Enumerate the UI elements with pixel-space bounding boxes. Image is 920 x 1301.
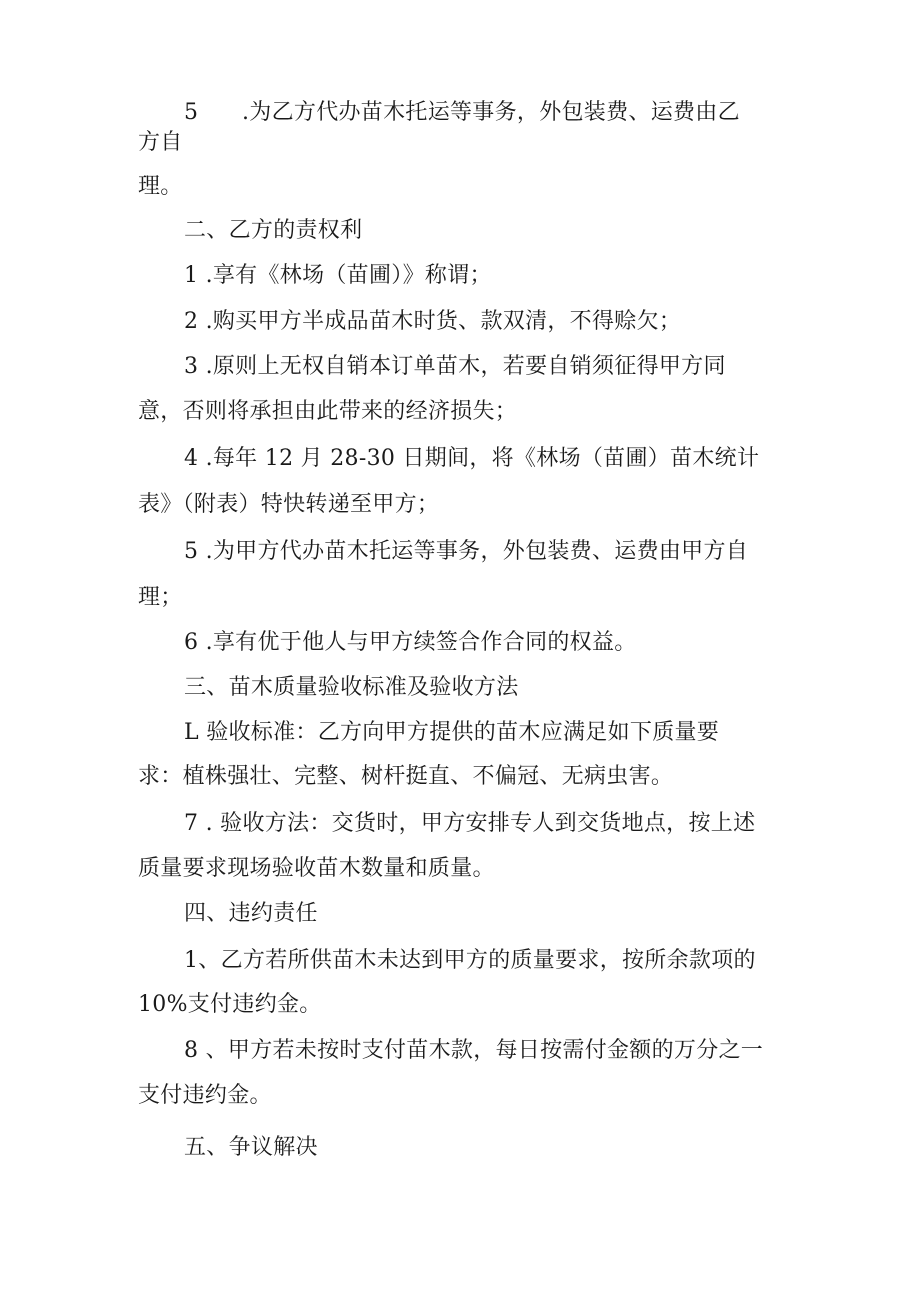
section3-item2-line1: 7 . 验收方法：交货时，甲方安排专人到交货地点，按上述 [184, 811, 756, 836]
section4-heading: 四、违约责任 [184, 901, 318, 926]
item-b5-number: 5 [184, 100, 199, 125]
section2-item3-line2: 意，否则将承担由此带来的经济损失； [138, 399, 518, 424]
item-b5-line1 [184, 98, 740, 128]
section2-item3-line1: 3 .原则上无权自销本订单苗木，若要自销须征得甲方同 [184, 354, 726, 379]
section3-heading: 三、苗木质量验收标准及验收方法 [184, 675, 519, 700]
section2-item5-line2: 理； [138, 585, 183, 610]
section4-item2-line2: 支付违约金。 [138, 1083, 272, 1108]
section2-item4-line2: 表》（附表）特快转递至甲方； [138, 492, 440, 517]
section3-item2-line2: 质量要求现场验收苗木数量和质量。 [138, 856, 495, 881]
section4-item1-line1: 1、乙方若所供苗木未达到甲方的质量要求，按所余款项的 [184, 948, 756, 973]
section4-item2-line1: 8 、甲方若未按时支付苗木款，每日按需付金额的万分之一 [184, 1038, 764, 1063]
section2-heading: 二、乙方的责权利 [184, 218, 363, 243]
section2-item1: 1 .享有《林场（苗圃）》称谓； [184, 263, 492, 288]
item-b5-text: .为乙方代办苗木托运等事务，外包装费、运费由乙 [242, 100, 740, 125]
section5-heading: 五、争议解决 [184, 1135, 318, 1160]
section4-item1-line2: 10%支付违约金。 [138, 992, 322, 1017]
section2-item5-line1: 5 .为甲方代办苗木托运等事务，外包装费、运费由甲方自 [184, 539, 749, 564]
item-b5-line3: 理。 [138, 174, 183, 199]
section2-item2: 2 .购买甲方半成品苗木时货、款双清，不得赊欠； [184, 309, 682, 334]
item-b5-line2: 方自 [138, 130, 183, 155]
section2-item4-line1: 4 .每年 12 月 28-30 日期间，将《林场（苗圃）苗木统计 [184, 446, 760, 471]
section3-item1-line1: L 验收标准：乙方向甲方提供的苗木应满足如下质量要 [184, 720, 720, 745]
section2-item6: 6 .享有优于他人与甲方续签合作合同的权益。 [184, 630, 637, 655]
section3-item1-line2: 求：植株强壮、完整、树杆挺直、不偏冠、无病虫害。 [138, 764, 674, 789]
